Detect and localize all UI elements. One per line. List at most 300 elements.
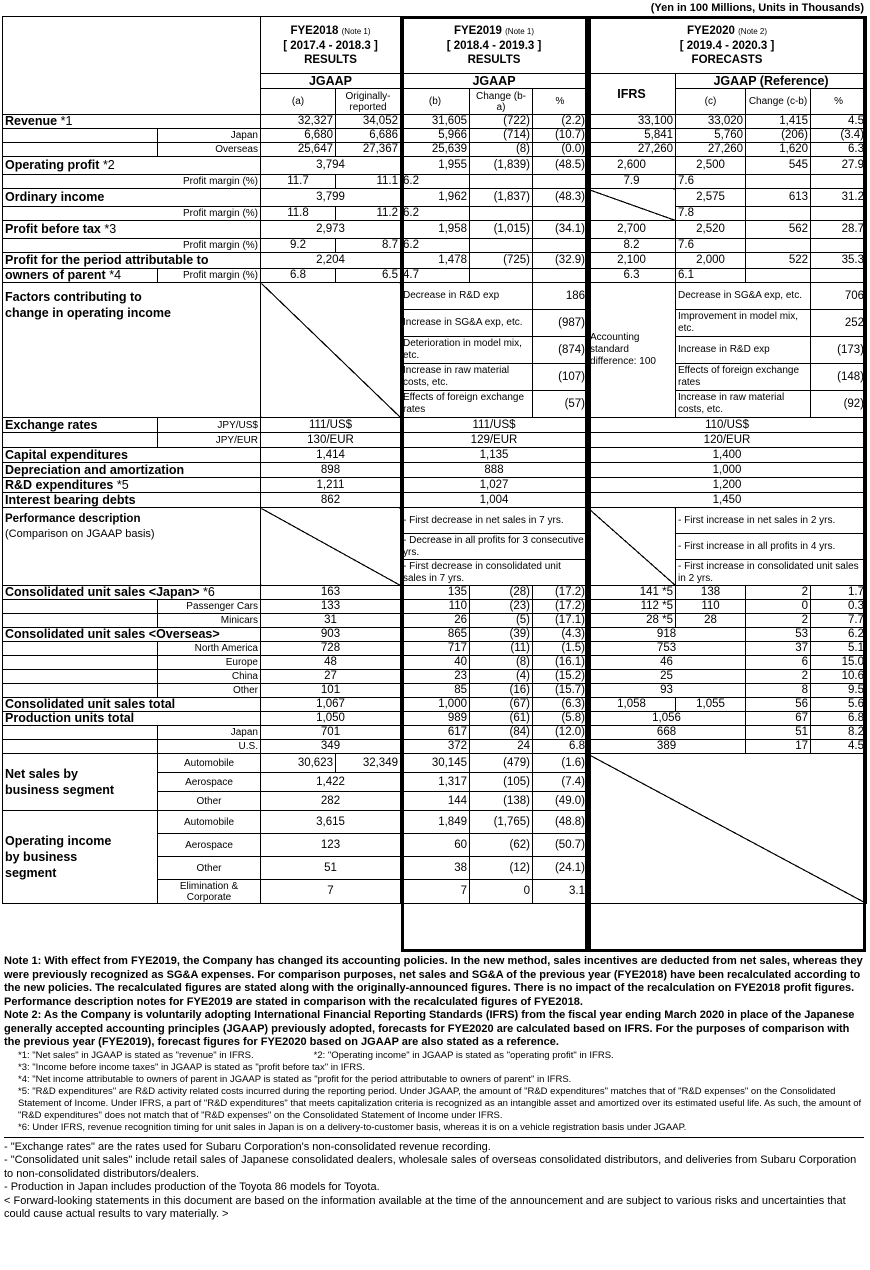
table-cell: 753 — [588, 642, 746, 656]
text-value: Factors contributing to — [5, 290, 142, 304]
table-cell: 1,400 — [588, 448, 867, 463]
row-units-china — [3, 670, 867, 684]
table-cell: 33,020 — [676, 115, 746, 129]
label-revenue: Revenue — [5, 114, 58, 128]
table-cell: Japan — [158, 129, 261, 143]
table-cell: JPY/US$ — [158, 418, 261, 433]
table-cell: 2,973 — [261, 221, 401, 239]
table-cell: 862 — [261, 493, 401, 508]
table-cell: 6,680 — [261, 129, 336, 143]
ifrs-factor-note: Accounting standard difference: 100 — [588, 283, 676, 418]
table-cell: (5) — [470, 614, 533, 628]
header-fye2019 — [401, 17, 588, 74]
row-pbt-margin — [3, 239, 867, 253]
general-note-3: - Production in Japan includes production of the Toyota 86 models for Toyota. — [4, 1181, 380, 1193]
table-cell: (2.2) — [533, 115, 588, 129]
table-cell: 1,415 — [746, 115, 811, 129]
table-cell: (1,837) — [470, 189, 533, 207]
table-cell: 38 — [401, 857, 470, 880]
text-value: FYE2020 — [686, 24, 735, 37]
table-cell: 1,055 — [676, 698, 746, 712]
row-ord-margin — [3, 207, 867, 221]
table-cell: 27,260 — [676, 143, 746, 157]
text-value: Net sales by — [5, 767, 78, 781]
row-depreciation — [3, 463, 867, 478]
table-cell: 1,211 — [261, 478, 401, 493]
table-cell: (17.2) — [533, 600, 588, 614]
table-cell: (62) — [470, 834, 533, 857]
fye2020-segments-na — [588, 754, 867, 904]
table-cell: 6.3 — [811, 143, 867, 157]
table-cell: 2,000 — [676, 253, 746, 269]
table-cell: 17 — [746, 740, 811, 754]
table-cell: 1,620 — [746, 143, 811, 157]
row-debt — [3, 493, 867, 508]
table-cell: 28.7 — [811, 221, 867, 239]
empty-cell — [533, 175, 588, 189]
text-value: 28 — [646, 614, 659, 626]
table-cell: 6.2 — [401, 175, 470, 189]
table-cell: 1,450 — [588, 493, 867, 508]
row-exchange-usd — [3, 418, 867, 433]
table-cell: 8.7 — [336, 239, 401, 253]
text-value: owners of parent — [5, 268, 106, 282]
table-cell: 7.6 — [676, 239, 746, 253]
table-cell: 3.1 — [533, 880, 588, 904]
table-cell: 349 — [261, 740, 401, 754]
table-cell: 545 — [746, 157, 811, 175]
table-cell: 11.7 — [261, 175, 336, 189]
table-cell: Automobile — [158, 811, 261, 834]
header-blank — [3, 17, 261, 115]
table-cell: 130/EUR — [261, 433, 401, 448]
table-cell: (3.4) — [811, 129, 867, 143]
table-cell: (173) — [811, 337, 867, 364]
table-cell: 668 — [588, 726, 746, 740]
table-cell: 522 — [746, 253, 811, 269]
table-cell: 27,367 — [336, 143, 401, 157]
table-cell: 32,327 — [261, 115, 336, 129]
note-1: Note 1: With effect from FYE2019, the Company has changed its accounting policies. In the new method, sales incentives are deducted from net sales, whereas they were previously recognized as SG&A expenses. For comparison purposes, net sales and SG&A of the previous year (FYE2018) have been recalculated according to the new policies. The recalculated figures are stated along with the originally-announced figures. There is no impact of the recalculation on FYE2018 profit figures. Performance description notes for FYE2019 are stated in comparison with the recalculated figures of FYE2018. — [4, 955, 863, 1008]
empty-cell — [811, 175, 867, 189]
table-cell: (48.3) — [533, 189, 588, 207]
table-cell: 0 — [746, 600, 811, 614]
text-value: Operating profit — [5, 158, 100, 172]
table-cell: 1,067 — [261, 698, 401, 712]
table-cell: (92) — [811, 391, 867, 418]
table-cell: 33,100 — [588, 115, 676, 129]
table-cell: (67) — [470, 698, 533, 712]
text-value: [ 2018.4 - 2019.3 ] — [446, 39, 542, 52]
table-cell: 613 — [746, 189, 811, 207]
table-cell: 93 — [588, 684, 746, 698]
table-cell: (84) — [470, 726, 533, 740]
table-cell: Overseas — [158, 143, 261, 157]
row-production-us — [3, 740, 867, 754]
table-cell: (874) — [533, 337, 588, 364]
table-cell: 11.2 — [336, 207, 401, 221]
table-cell: China — [158, 670, 261, 684]
table-cell: 918 — [588, 628, 746, 642]
table-cell: 6 — [746, 656, 811, 670]
empty-cell — [533, 269, 588, 283]
table-cell: 8.2 — [588, 239, 676, 253]
table-cell: 2 — [746, 670, 811, 684]
empty-cell — [3, 726, 158, 740]
text-value: *5 — [662, 586, 674, 598]
table-cell: - First increase in net sales in 2 yrs. — [676, 508, 867, 534]
text-value: (Note 1) — [341, 26, 371, 36]
ifrs-performance-na — [588, 508, 676, 586]
table-cell: 110/US$ — [588, 418, 867, 433]
row-units-minicars — [3, 614, 867, 628]
text-value: Operating income — [5, 834, 112, 848]
table-cell: (1.6) — [533, 754, 588, 773]
row-production-total — [3, 712, 867, 726]
table-cell: (107) — [533, 364, 588, 391]
table-cell: (57) — [533, 391, 588, 418]
table-cell: 1,962 — [401, 189, 470, 207]
table-cell: 11.1 — [336, 175, 401, 189]
empty-cell — [533, 239, 588, 253]
table-cell: (4) — [470, 670, 533, 684]
table-cell: 3,615 — [261, 811, 401, 834]
table-cell: 9.2 — [261, 239, 336, 253]
text-value: [ 2019.4 - 2020.3 ] — [679, 39, 775, 52]
col-a: (a) — [261, 89, 336, 115]
table-cell: 5,841 — [588, 129, 676, 143]
row-units-japan — [3, 586, 867, 600]
table-cell: 24 — [470, 740, 533, 754]
text-value: *5 — [662, 614, 674, 626]
table-cell: (17.1) — [533, 614, 588, 628]
table-cell: 865 — [401, 628, 470, 642]
table-cell: 11.8 — [261, 207, 336, 221]
text-value: *3 — [104, 222, 117, 236]
table-cell: 4.5 — [811, 740, 867, 754]
table-cell: (10.7) — [533, 129, 588, 143]
table-cell: 6.2 — [401, 239, 470, 253]
table-cell: JPY/EUR — [158, 433, 261, 448]
text-value: FORECASTS — [691, 53, 763, 66]
table-cell: (32.9) — [533, 253, 588, 269]
table-cell: 562 — [746, 221, 811, 239]
text-value: *1 — [60, 114, 73, 128]
table-cell: 3,799 — [261, 189, 401, 207]
table-cell: Profit margin (%) — [158, 269, 261, 283]
table-cell: 30,623 — [261, 754, 336, 773]
table-cell: 701 — [261, 726, 401, 740]
table-cell: 144 — [401, 792, 470, 811]
text-value: *2 — [102, 158, 115, 172]
table-cell — [588, 614, 676, 628]
table-cell: (39) — [470, 628, 533, 642]
empty-cell — [3, 670, 158, 684]
table-cell: 2,204 — [261, 253, 401, 269]
general-note-4: < Forward-looking statements in this document are based on the information available at the time of the announcement and are subject to various risks and uncertainties that could cause actual results to vary materially. > — [4, 1194, 846, 1220]
footnote-4: *4: "Net income attributable to owners of parent in JGAAP is stated as "profit for the period attributable to owners of parent" in IFRS. — [18, 1073, 572, 1085]
table-cell: Aerospace — [158, 773, 261, 792]
table-cell: 6.8 — [261, 269, 336, 283]
table-cell: 6.2 — [811, 628, 867, 642]
table-cell: 5,760 — [676, 129, 746, 143]
empty-cell — [533, 207, 588, 221]
table-cell: 7.7 — [811, 614, 867, 628]
basis-fye2020: JGAAP (Reference) — [676, 74, 867, 89]
empty-cell — [3, 614, 158, 628]
row-net-margin — [3, 269, 867, 283]
table-cell: 30,145 — [401, 754, 470, 773]
table-cell: 110 — [676, 600, 746, 614]
table-cell: (1.5) — [533, 642, 588, 656]
col-change-ba: Change (b-a) — [470, 89, 533, 115]
table-cell: (17.2) — [533, 586, 588, 600]
table-cell: Profit margin (%) — [3, 175, 261, 189]
table-cell: 1,317 — [401, 773, 470, 792]
table-cell — [3, 221, 261, 239]
table-cell: 617 — [401, 726, 470, 740]
empty-cell — [3, 600, 158, 614]
table-cell: 35.3 — [811, 253, 867, 269]
empty-cell — [811, 239, 867, 253]
table-cell: 110 — [401, 600, 470, 614]
table-cell: Automobile — [158, 754, 261, 773]
table-cell: 6.8 — [811, 712, 867, 726]
table-cell: (722) — [470, 115, 533, 129]
table-cell: (987) — [533, 310, 588, 337]
table-cell: 903 — [261, 628, 401, 642]
table-cell: 1,422 — [261, 773, 401, 792]
table-cell: 5,966 — [401, 129, 470, 143]
table-cell — [3, 115, 261, 129]
table-cell — [3, 269, 158, 283]
table-cell — [3, 478, 261, 493]
table-cell: - First decrease in consolidated unit sales in 7 yrs. — [401, 560, 588, 586]
table-cell: 1,135 — [401, 448, 588, 463]
table-cell: 31 — [261, 614, 401, 628]
table-cell: 120/EUR — [588, 433, 867, 448]
table-cell: 3,794 — [261, 157, 401, 175]
table-cell: 23 — [401, 670, 470, 684]
table-cell: - First increase in consolidated unit sales in 2 yrs. — [676, 560, 867, 586]
table-cell: (5.8) — [533, 712, 588, 726]
text-value: (Note 2) — [738, 26, 768, 36]
text-value: R&D expenditures — [5, 477, 114, 492]
table-cell — [3, 508, 261, 586]
table-cell: 2,575 — [676, 189, 746, 207]
table-cell: (0.0) — [533, 143, 588, 157]
table-cell: (28) — [470, 586, 533, 600]
table-cell — [588, 586, 676, 600]
table-cell: 2,520 — [676, 221, 746, 239]
table-cell: Profit margin (%) — [3, 207, 261, 221]
empty-cell — [3, 143, 158, 157]
table-cell: Consolidated unit sales <Overseas> — [3, 628, 261, 642]
empty-cell — [746, 175, 811, 189]
row-performance-1 — [3, 508, 867, 534]
row-units-total — [3, 698, 867, 712]
table-cell: 8 — [746, 684, 811, 698]
row-units-passenger — [3, 600, 867, 614]
text-value: business segment — [5, 783, 115, 797]
table-cell: Other — [158, 792, 261, 811]
table-cell: 6.2 — [401, 207, 470, 221]
row-units-na — [3, 642, 867, 656]
row-units-other — [3, 684, 867, 698]
table-cell: 6.3 — [588, 269, 676, 283]
table-cell: 2 — [746, 586, 811, 600]
table-cell: 8.2 — [811, 726, 867, 740]
table-cell: (138) — [470, 792, 533, 811]
table-cell: 1,958 — [401, 221, 470, 239]
table-cell: 5.6 — [811, 698, 867, 712]
text-value: segment — [5, 866, 57, 880]
empty-cell — [3, 684, 158, 698]
table-cell: 6.8 — [533, 740, 588, 754]
table-cell: 163 — [261, 586, 401, 600]
text-value: Performance description — [5, 513, 141, 525]
table-cell: 9.5 — [811, 684, 867, 698]
table-cell: (8) — [470, 143, 533, 157]
table-cell: 40 — [401, 656, 470, 670]
table-cell: Effects of foreign exchange rates — [401, 391, 533, 418]
table-cell: (11) — [470, 642, 533, 656]
table-cell: 31,605 — [401, 115, 470, 129]
row-seg-net-automobile — [3, 754, 867, 773]
table-cell: Increase in R&D exp — [676, 337, 811, 364]
row-net-profit — [3, 253, 867, 269]
table-cell: North America — [158, 642, 261, 656]
table-cell: 10.6 — [811, 670, 867, 684]
empty-cell — [470, 175, 533, 189]
table-cell: 6.5 — [336, 269, 401, 283]
table-cell: 51 — [261, 857, 401, 880]
table-cell: 1,478 — [401, 253, 470, 269]
table-cell: Increase in SG&A exp, etc. — [401, 310, 533, 337]
text-value: RESULTS — [467, 53, 521, 66]
table-cell: Interest bearing debts — [3, 493, 261, 508]
table-cell: 85 — [401, 684, 470, 698]
table-cell: 6.1 — [676, 269, 746, 283]
table-cell: 25,647 — [261, 143, 336, 157]
text-value: *2: "Operating income" in JGAAP is stated as "operating profit" in IFRS. — [313, 1049, 614, 1061]
table-cell: 1.7 — [811, 586, 867, 600]
table-cell: 51 — [746, 726, 811, 740]
table-cell: 28 — [676, 614, 746, 628]
table-cell: Decrease in SG&A exp, etc. — [676, 283, 811, 310]
table-cell: 15.0 — [811, 656, 867, 670]
table-cell — [3, 754, 158, 811]
table-cell: 7 — [261, 880, 401, 904]
table-cell: Capital expenditures — [3, 448, 261, 463]
table-cell: Other — [158, 857, 261, 880]
empty-cell — [3, 642, 158, 656]
table-cell: 37 — [746, 642, 811, 656]
table-cell: 4.5 — [811, 115, 867, 129]
table-cell: - First increase in all profits in 4 yrs. — [676, 534, 867, 560]
row-operating-profit — [3, 157, 867, 175]
table-cell: Effects of foreign exchange rates — [676, 364, 811, 391]
row-ordinary-income — [3, 189, 867, 207]
table-cell — [588, 600, 676, 614]
col-c: (c) — [676, 89, 746, 115]
financial-summary-table — [2, 16, 867, 904]
row-units-europe — [3, 656, 867, 670]
table-cell: Decrease in R&D exp — [401, 283, 533, 310]
table-cell: 25,639 — [401, 143, 470, 157]
empty-cell — [746, 239, 811, 253]
table-cell: Increase in raw material costs, etc. — [401, 364, 533, 391]
footnote-3: *3: "Income before income taxes" in JGAAP is stated as "profit before tax" in IFRS. — [18, 1061, 366, 1073]
table-cell: 372 — [401, 740, 470, 754]
row-production-japan — [3, 726, 867, 740]
table-cell — [3, 586, 261, 600]
table-cell: 1,849 — [401, 811, 470, 834]
table-cell: 56 — [746, 698, 811, 712]
empty-cell — [811, 269, 867, 283]
table-cell: 252 — [811, 310, 867, 337]
notes-section — [4, 955, 864, 1222]
row-factors-1 — [3, 283, 867, 310]
table-cell: Aerospace — [158, 834, 261, 857]
table-cell: (479) — [470, 754, 533, 773]
text-value: 112 — [640, 600, 659, 612]
table-cell: 25 — [588, 670, 746, 684]
text-value: *5 — [662, 600, 674, 612]
table-cell: (148) — [811, 364, 867, 391]
table-cell: (1,765) — [470, 811, 533, 834]
fye2018-performance-na — [261, 508, 401, 586]
table-cell: 1,027 — [401, 478, 588, 493]
row-capex — [3, 448, 867, 463]
table-cell: 101 — [261, 684, 401, 698]
table-cell: 1,058 — [588, 698, 676, 712]
table-cell: (6.3) — [533, 698, 588, 712]
table-cell: 1,955 — [401, 157, 470, 175]
table-cell: 123 — [261, 834, 401, 857]
table-cell: Depreciation and amortization — [3, 463, 261, 478]
row-profit-before-tax — [3, 221, 867, 239]
empty-cell — [3, 740, 158, 754]
text-value: *4 — [109, 268, 122, 282]
table-cell: (105) — [470, 773, 533, 792]
text-value: Consolidated unit sales <Japan> — [5, 585, 200, 599]
notes-divider — [4, 1137, 864, 1138]
table-cell: (8) — [470, 656, 533, 670]
empty-cell — [470, 269, 533, 283]
table-cell: Japan — [158, 726, 261, 740]
table-cell: (48.8) — [533, 811, 588, 834]
table-cell: 2,100 — [588, 253, 676, 269]
table-cell: Ordinary income — [3, 189, 261, 207]
table-cell: (49.0) — [533, 792, 588, 811]
text-value: (Note 1) — [505, 26, 535, 36]
table-cell: Deterioration in model mix, etc. — [401, 337, 533, 364]
table-cell: 989 — [401, 712, 470, 726]
header-fye2020 — [588, 17, 867, 74]
table-cell: 67 — [746, 712, 811, 726]
empty-cell — [3, 656, 158, 670]
table-cell: 135 — [401, 586, 470, 600]
table-cell: 133 — [261, 600, 401, 614]
table-cell: 1,056 — [588, 712, 746, 726]
table-cell: 1,000 — [588, 463, 867, 478]
table-cell: 898 — [261, 463, 401, 478]
table-cell: Minicars — [158, 614, 261, 628]
table-cell: Production units total — [3, 712, 261, 726]
row-revenue-overseas — [3, 143, 867, 157]
table-cell: Consolidated unit sales total — [3, 698, 261, 712]
